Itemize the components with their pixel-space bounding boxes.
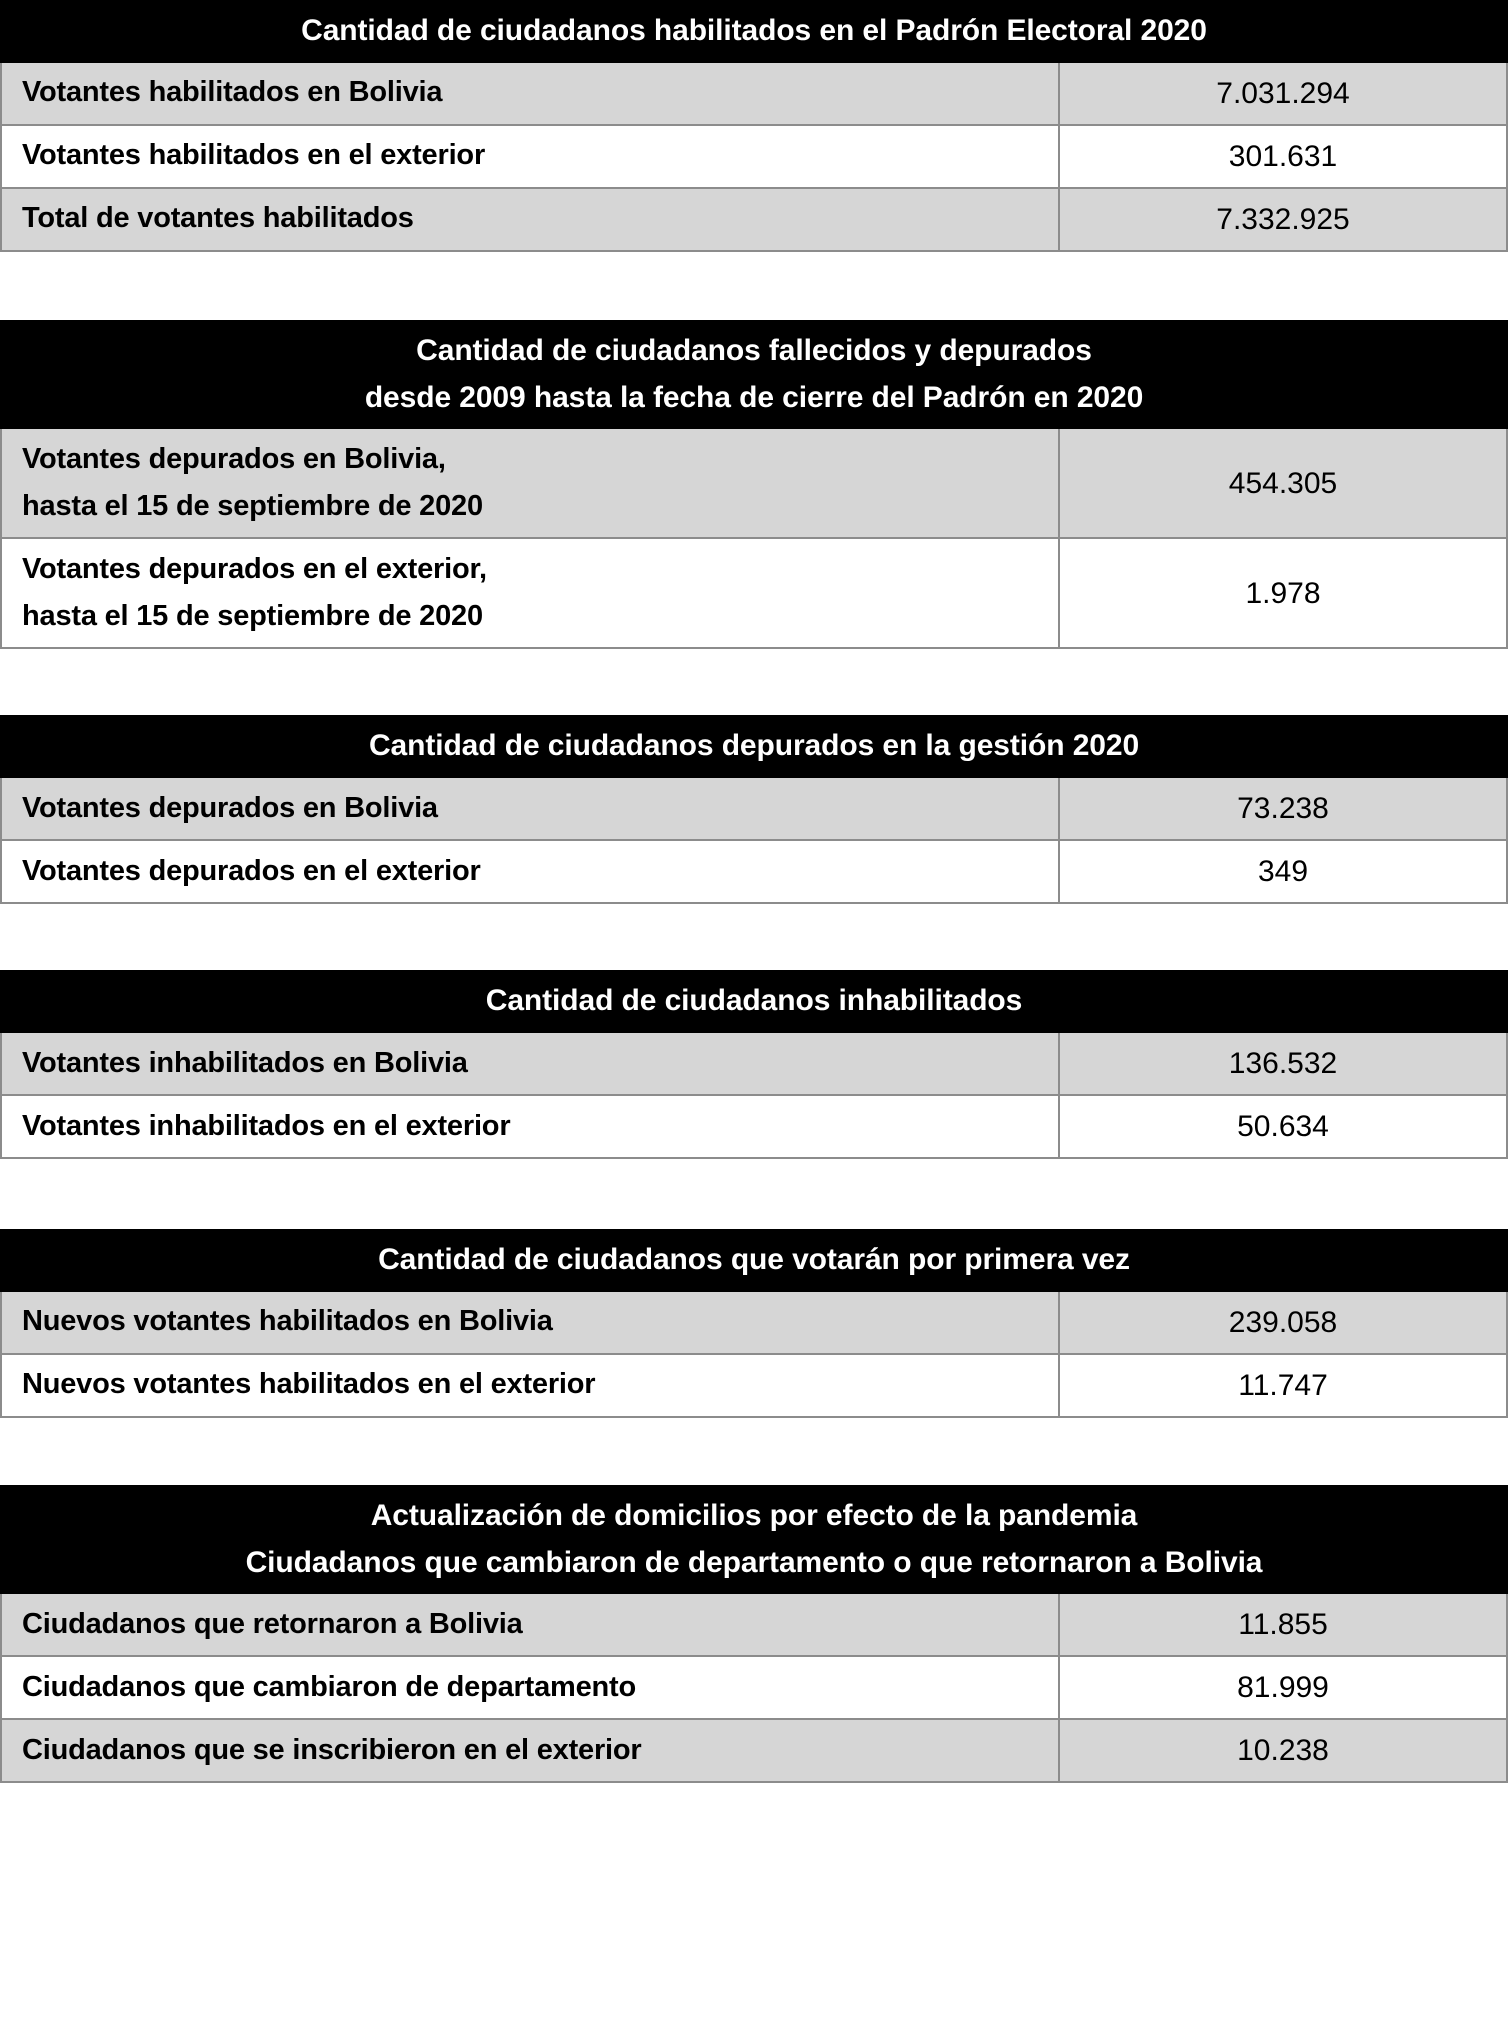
table-row — [0, 1657, 1508, 1720]
row-label-cell — [2, 63, 1060, 124]
row-value-cell: 7.332.925 — [1216, 202, 1350, 236]
table-spacer — [0, 904, 1508, 970]
row-label-line: Votantes habilitados en Bolivia — [22, 76, 443, 109]
table-header-inhabilitados — [0, 970, 1508, 1033]
table-row — [0, 841, 1508, 904]
row-label-line: Ciudadanos que retornaron a Bolivia — [22, 1608, 523, 1641]
table-row — [0, 1033, 1508, 1096]
table-header-line: Actualización de domicilios por efecto de la pandemia — [370, 1498, 1138, 1532]
table-header-line: Cantidad de ciudadanos depurados en la gestión 2020 — [368, 729, 1140, 763]
row-label-cell — [2, 1355, 1060, 1416]
row-value-cell: 301.631 — [1228, 139, 1338, 173]
row-label-line: Total de votantes habilitados — [22, 202, 414, 235]
row-value-cell: 454.305 — [1228, 466, 1338, 500]
table-row — [0, 1355, 1508, 1418]
table-row — [0, 1292, 1508, 1355]
table-header-line: Ciudadanos que cambiaron de departamento o que retornaron a Bolivia — [245, 1545, 1263, 1579]
row-value-cell: 11.855 — [1238, 1608, 1328, 1642]
table-row — [0, 126, 1508, 189]
row-value-cell: 73.238 — [1237, 792, 1329, 826]
table-primera-vez — [0, 1229, 1508, 1418]
table-fallecidos-depurados — [0, 320, 1508, 650]
row-label-line: Votantes depurados en Bolivia, — [22, 443, 446, 476]
row-label-line: Votantes depurados en Bolivia — [22, 791, 438, 824]
row-label-cell — [2, 1033, 1060, 1094]
table-header-habilitados — [0, 0, 1508, 63]
table-row — [0, 778, 1508, 841]
row-label-line: hasta el 15 de septiembre de 2020 — [22, 489, 483, 522]
row-label-cell — [2, 189, 1060, 250]
table-spacer — [0, 252, 1508, 320]
row-label-cell — [2, 1720, 1060, 1781]
row-value-cell: 1.978 — [1245, 576, 1321, 610]
row-label-cell — [2, 1292, 1060, 1353]
table-inhabilitados — [0, 970, 1508, 1159]
row-label-cell — [2, 778, 1060, 839]
table-row — [0, 189, 1508, 252]
table-header-primera-vez — [0, 1229, 1508, 1292]
row-label-line: Votantes depurados en el exterior, — [22, 553, 487, 586]
row-label-line: hasta el 15 de septiembre de 2020 — [22, 599, 483, 632]
row-value-cell: 239.058 — [1228, 1305, 1338, 1339]
table-row — [0, 539, 1508, 649]
table-header-fallecidos-depurados — [0, 320, 1508, 430]
table-row — [0, 63, 1508, 126]
row-label-cell — [2, 1657, 1060, 1718]
row-label-cell — [2, 429, 1060, 537]
table-header-depurados-gestion-2020 — [0, 715, 1508, 778]
row-value-cell: 10.238 — [1237, 1734, 1329, 1768]
row-label-cell — [2, 126, 1060, 187]
row-label-line: Votantes depurados en el exterior — [22, 854, 481, 887]
table-header-line: Cantidad de ciudadanos que votarán por primera vez — [378, 1242, 1130, 1276]
row-label-line: Ciudadanos que se inscribieron en el exterior — [22, 1734, 642, 1767]
table-actualizacion-domicilios — [0, 1485, 1508, 1784]
row-value-cell: 81.999 — [1237, 1671, 1329, 1705]
table-spacer — [0, 649, 1508, 715]
row-label-line: Nuevos votantes habilitados en Bolivia — [22, 1305, 553, 1338]
table-header-line: Cantidad de ciudadanos habilitados en el Padrón Electoral 2020 — [301, 14, 1207, 47]
row-value-cell: 136.532 — [1228, 1046, 1338, 1080]
row-label-line: Nuevos votantes habilitados en el exterior — [22, 1368, 596, 1401]
row-value-cell: 7.031.294 — [1216, 76, 1350, 110]
table-row — [0, 1720, 1508, 1783]
row-value-cell: 50.634 — [1237, 1109, 1329, 1143]
table-header-actualizacion-domicilios — [0, 1485, 1508, 1595]
row-label-line: Votantes inhabilitados en Bolivia — [22, 1046, 468, 1079]
row-value-cell: 11.747 — [1238, 1368, 1328, 1402]
table-spacer — [0, 1418, 1508, 1485]
row-label-line: Ciudadanos que cambiaron de departamento — [22, 1671, 636, 1704]
row-label-line: Votantes inhabilitados en el exterior — [22, 1109, 511, 1142]
row-value-cell: 349 — [1257, 855, 1309, 889]
table-row — [0, 1594, 1508, 1657]
row-label-cell — [2, 1096, 1060, 1157]
table-header-line: Cantidad de ciudadanos inhabilitados — [485, 984, 1023, 1018]
row-label-cell — [2, 1594, 1060, 1655]
table-habilitados — [0, 0, 1508, 252]
row-label-line: Votantes habilitados en el exterior — [22, 139, 486, 172]
table-row — [0, 429, 1508, 539]
table-depurados-gestion-2020 — [0, 715, 1508, 904]
table-header-line: desde 2009 hasta la fecha de cierre del Padrón en 2020 — [364, 380, 1144, 414]
row-label-cell — [2, 539, 1060, 647]
row-label-cell — [2, 841, 1060, 902]
table-spacer — [0, 1159, 1508, 1229]
table-row — [0, 1096, 1508, 1159]
table-header-line: Cantidad de ciudadanos fallecidos y depurados — [416, 333, 1092, 367]
